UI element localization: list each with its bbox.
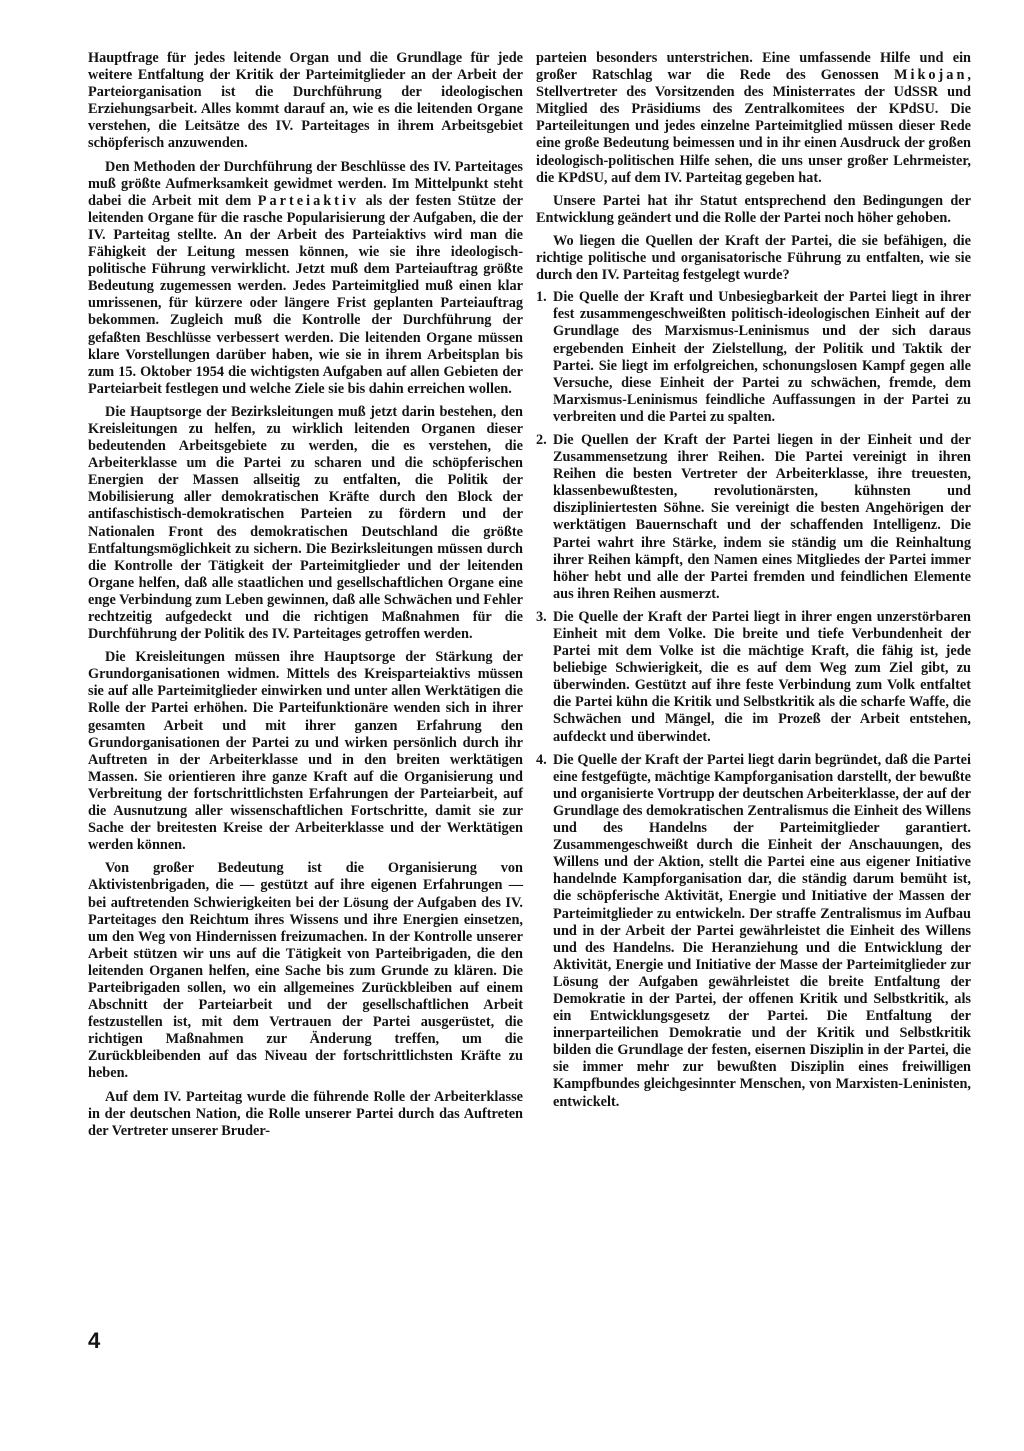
right-paragraph-3: Wo liegen die Quellen der Kraft der Partei, die sie befähigen, die richtige politische und organisatorische Führung zu entfalten, wie sie durch den IV. Parteitag festgelegt wurde? [536, 232, 971, 284]
right-paragraph-1-end: , Stellvertreter des Vorsitzenden des Ministerrates der UdSSR und Mitglied des Präsidiums des Zentralkomitees der KPdSU. Die Parteileitungen und jedes einzelne Parteimitglied müssen dieser Rede eine große Bedeutung beimessen und in ihr einen Ausdruck der großen ideologisch-politischen Hilfe sehen, die uns unser großer Lehrmeister, die KPdSU, auf dem IV. Parteitag gegeben hat. [536, 67, 971, 186]
list-item-4 [536, 752, 971, 1111]
right-paragraph-1-start: parteien besonders unterstrichen. Eine umfassende Hilfe und ein großer Ratschlag war die Rede des Genossen [536, 50, 971, 84]
left-paragraph-3: Die Hauptsorge der Bezirksleitungen muß jetzt darin bestehen, den Kreisleitungen zu helfen, zu wirklich leitenden Organen dieser bedeutenden Arbeitsgebiete zu werden, die es verstehen, die Arbeiterklasse um die Partei zu scharen und die schöpferischen Energien der Massen allseitig zu entfalten, die Politik der Mobilisierung aller demokratischen Kräfte durch den Block der antifaschistisch-demokratischen Parteien zu fördern und der Nationalen Front des demokratischen Deutschland die größte Entfaltungsmöglichkeit zu sichern. Die Bezirksleitungen müssen durch die Kontrolle der Tätigkeit der Parteimitglieder und der leitenden Organe helfen, daß alle staatlichen und gesellschaftlichen Organe eine enge Verbindung zum Leben gewinnen, daß alle Schwächen und Fehler rechtzeitig aufgedeckt und die richtigen Maßnahmen für die Durchführung der Politik des IV. Parteitages getroffen werden. [88, 403, 523, 643]
list-number: 3. [536, 608, 547, 625]
left-paragraph-1: Hauptfrage für jedes leitende Organ und die Grundlage für jede weitere Entfaltung der Kritik der Parteimitglieder an der Arbeit der Parteiorganisation ist die Durchführung der ideologischen Erziehungsarbeit. Alles kommt darauf an, wie es die leitenden Organe verstehen, die Leitsätze des IV. Parteitages in ihrem Arbeitsgebiet schöpferisch anzuwenden. [88, 50, 523, 152]
list-item-3 [536, 609, 971, 746]
list-text: Die Quellen der Kraft der Partei liegen in der Einheit und der Zusammensetzung ihrer Reihen. Die Partei vereinigt in ihren Reihen die besten Vertreter der Arbeiterklasse, ihre treuesten, klassenbewußtesten, revolutionärsten, kühnsten und diszipliniertesten Söhne. Sie vereinigt die besten Angehörigen der werktätigen Bauernschaft und der schaffenden Intelligenz. Die Partei wahrt ihre Stärke, indem sie ständig um die Reinhaltung ihrer Reihen kämpft, den Namen eines Mitgliedes der Partei immer höher hebt und alle der Partei fremden und feindlichen Elemente aus ihren Reihen ausmerzt. [553, 431, 971, 602]
left-column [88, 50, 523, 1140]
left-paragraph-6: Auf dem IV. Parteitag wurde die führende Rolle der Arbeiterklasse in der deutschen Nation, die Rolle unserer Partei durch das Auftreten der Vertreter unserer Bruder- [88, 1088, 523, 1139]
list-text: Die Quelle der Kraft der Partei liegt in ihrer engen unzerstörbaren Einheit mit dem Volke. Die breite und tiefe Verbundenheit der Partei mit dem Volke ist die mächtige Kraft, die fähig ist, jede beliebige Schwierigkeit, die es auf dem Weg zum Ziel gibt, zu überwinden. Gestützt auf ihre feste Verbindung zum Volk entfaltet die Partei kühn die Kritik und Selbstkritik als die scharfe Waffe, die Schwächen und Mängel, die im Prozeß der Arbeit entstehen, aufdeckt und überwindet. [553, 608, 971, 745]
right-paragraph-2: Unsere Partei hat ihr Statut entsprechend den Bedingungen der Entwicklung geändert und die Rolle der Partei noch höher gehoben. [536, 192, 971, 226]
list-text: Die Quelle der Kraft und Unbesiegbarkeit der Partei liegt in ihrer fest zusammengeschweißten politisch-ideologischen Einheit auf der Grundlage des Marxismus-Leninismus und der sich daraus ergebenden Einheit der Zielstellung, der Politik und Taktik der Partei. Sie liegt im erfolgreichen, schonungslosen Kampf gegen alle Versuche, diese Einheit der Partei zu schwächen, fremde, dem Marxismus-Leninismus feindliche Auffassungen in der Partei zu verbreiten und die Partei zu spalten. [553, 289, 971, 425]
left-paragraph-2 [88, 159, 523, 398]
left-paragraph-4: Die Kreisleitungen müssen ihre Hauptsorge der Stärkung der Grundorganisationen widmen. Mittels des Kreisparteiaktivs müssen sie auf alle Parteimitglieder einwirken und unter allen Werktätigen die Rolle der Partei erhöhen. Die Parteifunktionäre wenden sich in ihrer gesamten Arbeit und mit ihrer ganzen Erfahrung den Grundorganisationen der Partei zu und wirken persönlich durch ihr Auftreten in der Arbeiterklasse und in den breiten werktätigen Massen. Sie orientieren ihre ganze Kraft auf die Organisierung und Verbreitung der fortschrittlichsten Erfahrungen der Parteiarbeit, auf die Ausnutzung aller wissenschaftlichen Fortschritte, damit sie zur Sache der breitesten Kreise der Arbeiterklasse und der Werktätigen werden können. [88, 649, 523, 854]
list-number: 4. [536, 751, 547, 768]
parteiaktiv-spaced: Parteiaktiv [257, 192, 360, 209]
numbered-list [536, 289, 971, 1110]
list-item-2 [536, 432, 971, 603]
mikojan-spaced: Mikojan [893, 67, 968, 84]
list-number: 2. [536, 431, 547, 448]
right-paragraph-1 [536, 50, 971, 187]
right-column [536, 50, 971, 1117]
list-item-1 [536, 289, 971, 426]
left-paragraph-5: Von großer Bedeutung ist die Organisierung von Aktivistenbrigaden, die — gestützt auf ihre eigenen Erfahrungen — bei auftretenden Schwierigkeiten bei der Lösung der Aufgaben des IV. Parteitages den Reichtum ihres Wissens und ihre Energien einsetzen, um den Weg von Hindernissen freizumachen. In der Kontrolle unserer Arbeit stützen wir uns auf die Tätigkeit von Parteibrigaden, die den leitenden Organen helfen, eine Sache bis zum Grunde zu klären. Die Parteibrigaden sollen, wo ein allgemeines Zurückbleiben auf einem Abschnitt der Parteiarbeit und der gesellschaftlichen Arbeit festzustellen ist, mit dem Vertrauen der Partei ausgerüstet, die richtigen Maßnahmen zur Änderung treffen, um die Zurückbleibenden auf das Niveau der fortschrittlichsten Kräfte zu heben. [88, 860, 523, 1082]
list-number: 1. [536, 289, 547, 306]
list-text: Die Quelle der Kraft der Partei liegt darin begründet, daß die Partei eine festgefügte, mächtige Kampforganisation darstellt, der bewußte und organisierte Vortrupp der deutschen Arbeiterklasse, der auf der Grundlage des demokratischen Zentralismus die Einheit des Willens und des Handelns der Parteimitglieder garantiert. Zusammengeschweißt durch die Einheit der Anschauungen, des Willens und der Aktion, stellt die Partei eine aus eigener Initiative handelnde Kampforganisation dar, die ständig darum bemüht ist, die schöpferische Aktivität, Energie und Initiative der Massen der Parteimitglieder zu entwickeln. Der straffe Zentralismus im Aufbau und in der Arbeit der Partei gewährleistet die Einheit des Willens und des Handelns. Die Heranziehung und die Entwicklung der Aktivität, Energie und Initiative der Masse der Parteimitglieder zur Lösung der Aufgaben gewährleistet die breite Entfaltung der Demokratie in der Partei, der offenen Kritik und Selbstkritik, als ein Entwicklungsgesetz der Partei. Die Entfaltung der innerparteilichen Demokratie und der Kritik und Selbstkritik bilden die Grundlage der festen, eisernen Disziplin in der Partei, die sie immer mehr zur bewußten Disziplin eines freiwilligen Kampfbundes gleichgesinnter Menschen, von Marxisten-Leninisten, entwickelt. [553, 751, 971, 1110]
left-paragraph-2-end: als der festen Stütze der leitenden Organe für die rasche Popularisierung der Aufgaben, die der IV. Parteitag stellte. An der Arbeit des Parteiaktivs wird man die Fähigkeit der Leitung messen können, wie sie ihre ideologisch-politische Führung verwirklicht. Jetzt muß dem Parteiauftrag größte Bedeutung zugemessen werden. Jedes Parteimitglied muß einen klar umrissenen, für kürzere oder längere Frist geplanten Parteiauftrag bekommen. Zugleich muß die Kontrolle der Durchführung der gefaßten Beschlüsse verbessert werden. Die leitenden Organe müssen klare Vorstellungen darüber haben, wie sie in ihrem Arbeitsplan bis zum 15. Oktober 1954 die wichtigsten Aufgaben auf allen Gebieten der Parteiarbeit festlegen und welche Ziele sie bis dahin erreichen wollen. [88, 192, 524, 397]
page-number: 4 [88, 1328, 101, 1353]
left-paragraph-2-start: Den Methoden der Durchführung der Beschlüsse des IV. Parteitages muß größte Aufmerksamkeit gewidmet werden. Im Mittelpunkt steht dabei die Arbeit mit dem [88, 158, 523, 209]
